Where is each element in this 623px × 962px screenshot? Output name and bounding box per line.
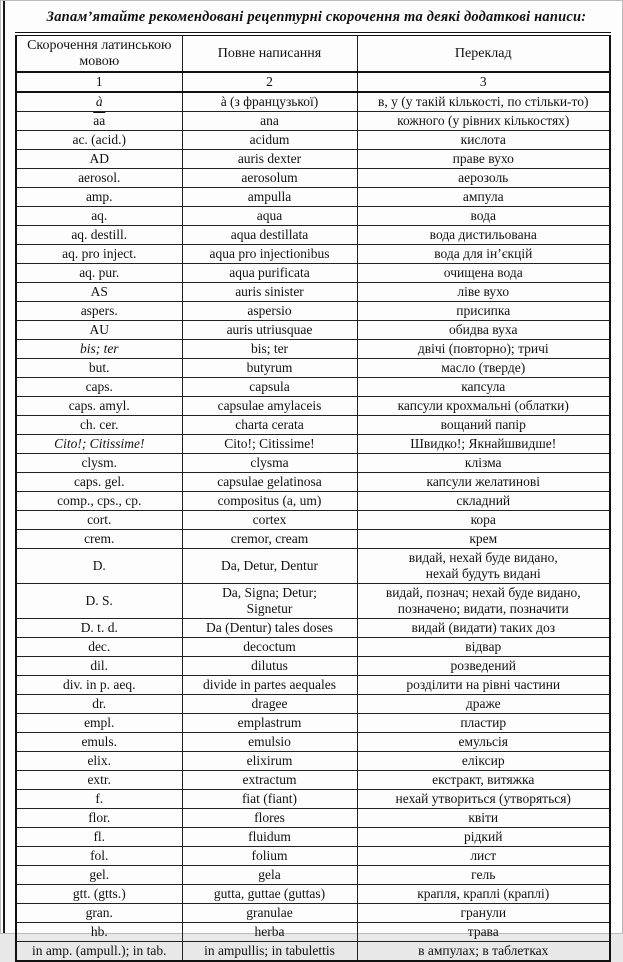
abbreviation-cell: Cito!; Citissime! (16, 435, 182, 454)
abbreviation-cell: crem. (16, 530, 182, 549)
translation-cell: клізма (357, 454, 610, 473)
table-row (16, 714, 610, 733)
table-row (16, 226, 610, 245)
translation-cell: присипка (357, 302, 610, 321)
translation-cell: праве вухо (357, 150, 610, 169)
translation-cell: крапля, краплі (краплі) (357, 885, 610, 904)
abbreviation-cell: aq. (16, 207, 182, 226)
translation-cell: видай (видати) таких доз (357, 619, 610, 638)
translation-cell: вода для ін’єкцій (357, 245, 610, 264)
full-form-cell: Da, Signa; Detur; Signetur (182, 584, 357, 619)
abbreviation-cell: aq. destill. (16, 226, 182, 245)
abbreviation-cell: flor. (16, 809, 182, 828)
translation-cell: капсули крохмальні (облатки) (357, 397, 610, 416)
table-row (16, 752, 610, 771)
full-form-cell: acidum (182, 131, 357, 150)
full-form-cell: Cito!; Citissime! (182, 435, 357, 454)
column-numbers-row (16, 72, 610, 92)
full-form-cell: Da (Dentur) tales doses (182, 619, 357, 638)
column-number-1: 1 (16, 72, 182, 92)
table-row (16, 584, 610, 619)
column-header-full-form: Повне написання (182, 34, 357, 72)
abbreviation-cell: clysm. (16, 454, 182, 473)
table-row (16, 847, 610, 866)
translation-cell: в ампулах; в таблетках (357, 942, 610, 962)
abbreviation-cell: gran. (16, 904, 182, 923)
table-row (16, 904, 610, 923)
table-row (16, 866, 610, 885)
full-form-cell: in ampullis; in tabulettis (182, 942, 357, 962)
abbreviation-cell: aq. pur. (16, 264, 182, 283)
full-form-cell: ana (182, 112, 357, 131)
column-number-3: 3 (357, 72, 610, 92)
table-row (16, 549, 610, 584)
translation-cell: видай, нехай буде видано, нехай будуть видані (357, 549, 610, 584)
full-form-cell: folium (182, 847, 357, 866)
translation-cell: еліксир (357, 752, 610, 771)
translation-cell: розділити на рівні частини (357, 676, 610, 695)
full-form-cell: aqua pro injectionibus (182, 245, 357, 264)
full-form-cell: charta cerata (182, 416, 357, 435)
abbreviation-cell: $\overline{aa}$ (16, 112, 182, 131)
full-form-cell: aspersio (182, 302, 357, 321)
table-row (16, 638, 610, 657)
full-form-cell: aqua purificata (182, 264, 357, 283)
table-row (16, 790, 610, 809)
table-row (16, 676, 610, 695)
abbreviation-cell: f. (16, 790, 182, 809)
full-form-cell: emulsio (182, 733, 357, 752)
table-row (16, 809, 610, 828)
abbreviation-cell: AS (16, 283, 182, 302)
abbreviation-cell: comp., cps., cp. (16, 492, 182, 511)
abbreviation-cell: D. S. (16, 584, 182, 619)
full-form-cell: capsula (182, 378, 357, 397)
full-form-cell: aerosolum (182, 169, 357, 188)
full-form-cell: extractum (182, 771, 357, 790)
table-row (16, 885, 610, 904)
translation-cell: капсула (357, 378, 610, 397)
abbreviation-cell: ac. (acid.) (16, 131, 182, 150)
table-row (16, 530, 610, 549)
translation-cell: капсули желатинові (357, 473, 610, 492)
full-form-cell: elixirum (182, 752, 357, 771)
translation-cell: нехай утвориться (утворяться) (357, 790, 610, 809)
full-form-cell: gutta, guttae (guttas) (182, 885, 357, 904)
translation-cell: гель (357, 866, 610, 885)
translation-cell: вощаний папір (357, 416, 610, 435)
abbreviation-cell: gel. (16, 866, 182, 885)
table-row (16, 511, 610, 530)
table-row (16, 942, 610, 962)
translation-cell: крем (357, 530, 610, 549)
translation-cell: масло (тверде) (357, 359, 610, 378)
full-form-cell: clysma (182, 454, 357, 473)
full-form-cell: gela (182, 866, 357, 885)
full-form-cell: decoctum (182, 638, 357, 657)
full-form-cell: auris utriusquae (182, 321, 357, 340)
table-row (16, 302, 610, 321)
abbreviation-cell: dr. (16, 695, 182, 714)
full-form-cell: cortex (182, 511, 357, 530)
full-form-cell: flores (182, 809, 357, 828)
page-title: Запам’ятайте рекомендовані рецептурні скорочення та деякі додаткові написи: (46, 9, 587, 25)
abbreviation-cell: dil. (16, 657, 182, 676)
translation-cell: квіти (357, 809, 610, 828)
table-row (16, 131, 610, 150)
translation-cell: складний (357, 492, 610, 511)
table-row (16, 378, 610, 397)
abbreviation-cell: gtt. (gtts.) (16, 885, 182, 904)
abbreviations-table (15, 32, 611, 962)
table-row (16, 828, 610, 847)
translation-cell: рідкий (357, 828, 610, 847)
full-form-cell: aqua destillata (182, 226, 357, 245)
full-form-cell: butyrum (182, 359, 357, 378)
column-number-2: 2 (182, 72, 357, 92)
translation-cell: кора (357, 511, 610, 530)
table-row (16, 733, 610, 752)
table-row (16, 359, 610, 378)
table-row (16, 112, 610, 131)
translation-cell: пластир (357, 714, 610, 733)
full-form-cell: cremor, cream (182, 530, 357, 549)
translation-cell: розведений (357, 657, 610, 676)
abbreviation-cell: in amp. (ampull.); in tab. (16, 942, 182, 962)
translation-cell: емульсія (357, 733, 610, 752)
full-form-cell: auris sinister (182, 283, 357, 302)
table-row (16, 397, 610, 416)
abbreviation-cell: empl. (16, 714, 182, 733)
translation-cell: гранули (357, 904, 610, 923)
table-row (16, 245, 610, 264)
translation-cell: екстракт, витяжка (357, 771, 610, 790)
full-form-cell: capsulae amylaceis (182, 397, 357, 416)
full-form-cell: Da, Detur, Dentur (182, 549, 357, 584)
table-row (16, 492, 610, 511)
translation-cell: в, у (у такій кількості, по стільки-то) (357, 92, 610, 112)
abbreviation-cell: extr. (16, 771, 182, 790)
abbreviation-cell: div. in p. aeq. (16, 676, 182, 695)
abbreviation-cell: ch. cer. (16, 416, 182, 435)
translation-cell: трава (357, 923, 610, 942)
abbreviation-cell: aspers. (16, 302, 182, 321)
full-form-cell: à (з французької) (182, 92, 357, 112)
abbreviation-cell: caps. amyl. (16, 397, 182, 416)
table-row (16, 435, 610, 454)
full-form-cell: compositus (a, um) (182, 492, 357, 511)
table-row (16, 657, 610, 676)
full-form-cell: herba (182, 923, 357, 942)
scan-edge-line (3, 1, 5, 933)
translation-cell: вода дистильована (357, 226, 610, 245)
translation-cell: вода (357, 207, 610, 226)
translation-cell: кожного (у рівних кількостях) (357, 112, 610, 131)
abbreviation-cell: elix. (16, 752, 182, 771)
translation-cell: кислота (357, 131, 610, 150)
translation-cell: лист (357, 847, 610, 866)
abbreviation-cell: amp. (16, 188, 182, 207)
translation-cell: ампула (357, 188, 610, 207)
table-row (16, 923, 610, 942)
abbreviation-cell: D. (16, 549, 182, 584)
table-row (16, 150, 610, 169)
full-form-cell: granulae (182, 904, 357, 923)
translation-cell: драже (357, 695, 610, 714)
table-row (16, 207, 610, 226)
full-form-cell: aqua (182, 207, 357, 226)
table-row (16, 619, 610, 638)
abbreviation-cell: AU (16, 321, 182, 340)
full-form-cell: fluidum (182, 828, 357, 847)
abbreviation-cell: AD (16, 150, 182, 169)
translation-cell: очищена вода (357, 264, 610, 283)
table-row (16, 454, 610, 473)
full-form-cell: divide in partes aequales (182, 676, 357, 695)
table-row (16, 340, 610, 359)
table-row (16, 264, 610, 283)
column-header-abbreviation: Скорочення латинською мовою (16, 34, 182, 72)
abbreviation-cell: D. t. d. (16, 619, 182, 638)
table-row (16, 416, 610, 435)
table-row (16, 321, 610, 340)
abbreviation-cell: caps. gel. (16, 473, 182, 492)
abbreviation-cell: dec. (16, 638, 182, 657)
translation-cell: ліве вухо (357, 283, 610, 302)
full-form-cell: bis; ter (182, 340, 357, 359)
translation-cell: аерозоль (357, 169, 610, 188)
full-form-cell: emplastrum (182, 714, 357, 733)
table-row (16, 695, 610, 714)
full-form-cell: capsulae gelatinosa (182, 473, 357, 492)
translation-cell: двічі (повторно); тричі (357, 340, 610, 359)
table-row (16, 771, 610, 790)
full-form-cell: fiat (fiant) (182, 790, 357, 809)
table-header-row (16, 34, 610, 72)
table-row (16, 188, 610, 207)
table-row (16, 92, 610, 112)
abbreviation-cell: aq. pro inject. (16, 245, 182, 264)
full-form-cell: auris dexter (182, 150, 357, 169)
abbreviation-cell: hb. (16, 923, 182, 942)
abbreviation-cell: fol. (16, 847, 182, 866)
full-form-cell: ampulla (182, 188, 357, 207)
abbreviation-cell: fl. (16, 828, 182, 847)
abbreviation-cell: bis; ter (16, 340, 182, 359)
abbreviation-cell: caps. (16, 378, 182, 397)
abbreviation-cell: aerosol. (16, 169, 182, 188)
translation-cell: відвар (357, 638, 610, 657)
abbreviation-cell: but. (16, 359, 182, 378)
abbreviation-cell: emuls. (16, 733, 182, 752)
abbreviation-cell: cort. (16, 511, 182, 530)
column-header-translation: Переклад (357, 34, 610, 72)
table-row (16, 473, 610, 492)
translation-cell: Швидко!; Якнайшвидше! (357, 435, 610, 454)
full-form-cell: dilutus (182, 657, 357, 676)
translation-cell: видай, познач; нехай буде видано, позначено; видати, позначити (357, 584, 610, 619)
abbreviation-cell: à (16, 92, 182, 112)
translation-cell: обидва вуха (357, 321, 610, 340)
full-form-cell: dragee (182, 695, 357, 714)
table-row (16, 169, 610, 188)
table-row (16, 283, 610, 302)
